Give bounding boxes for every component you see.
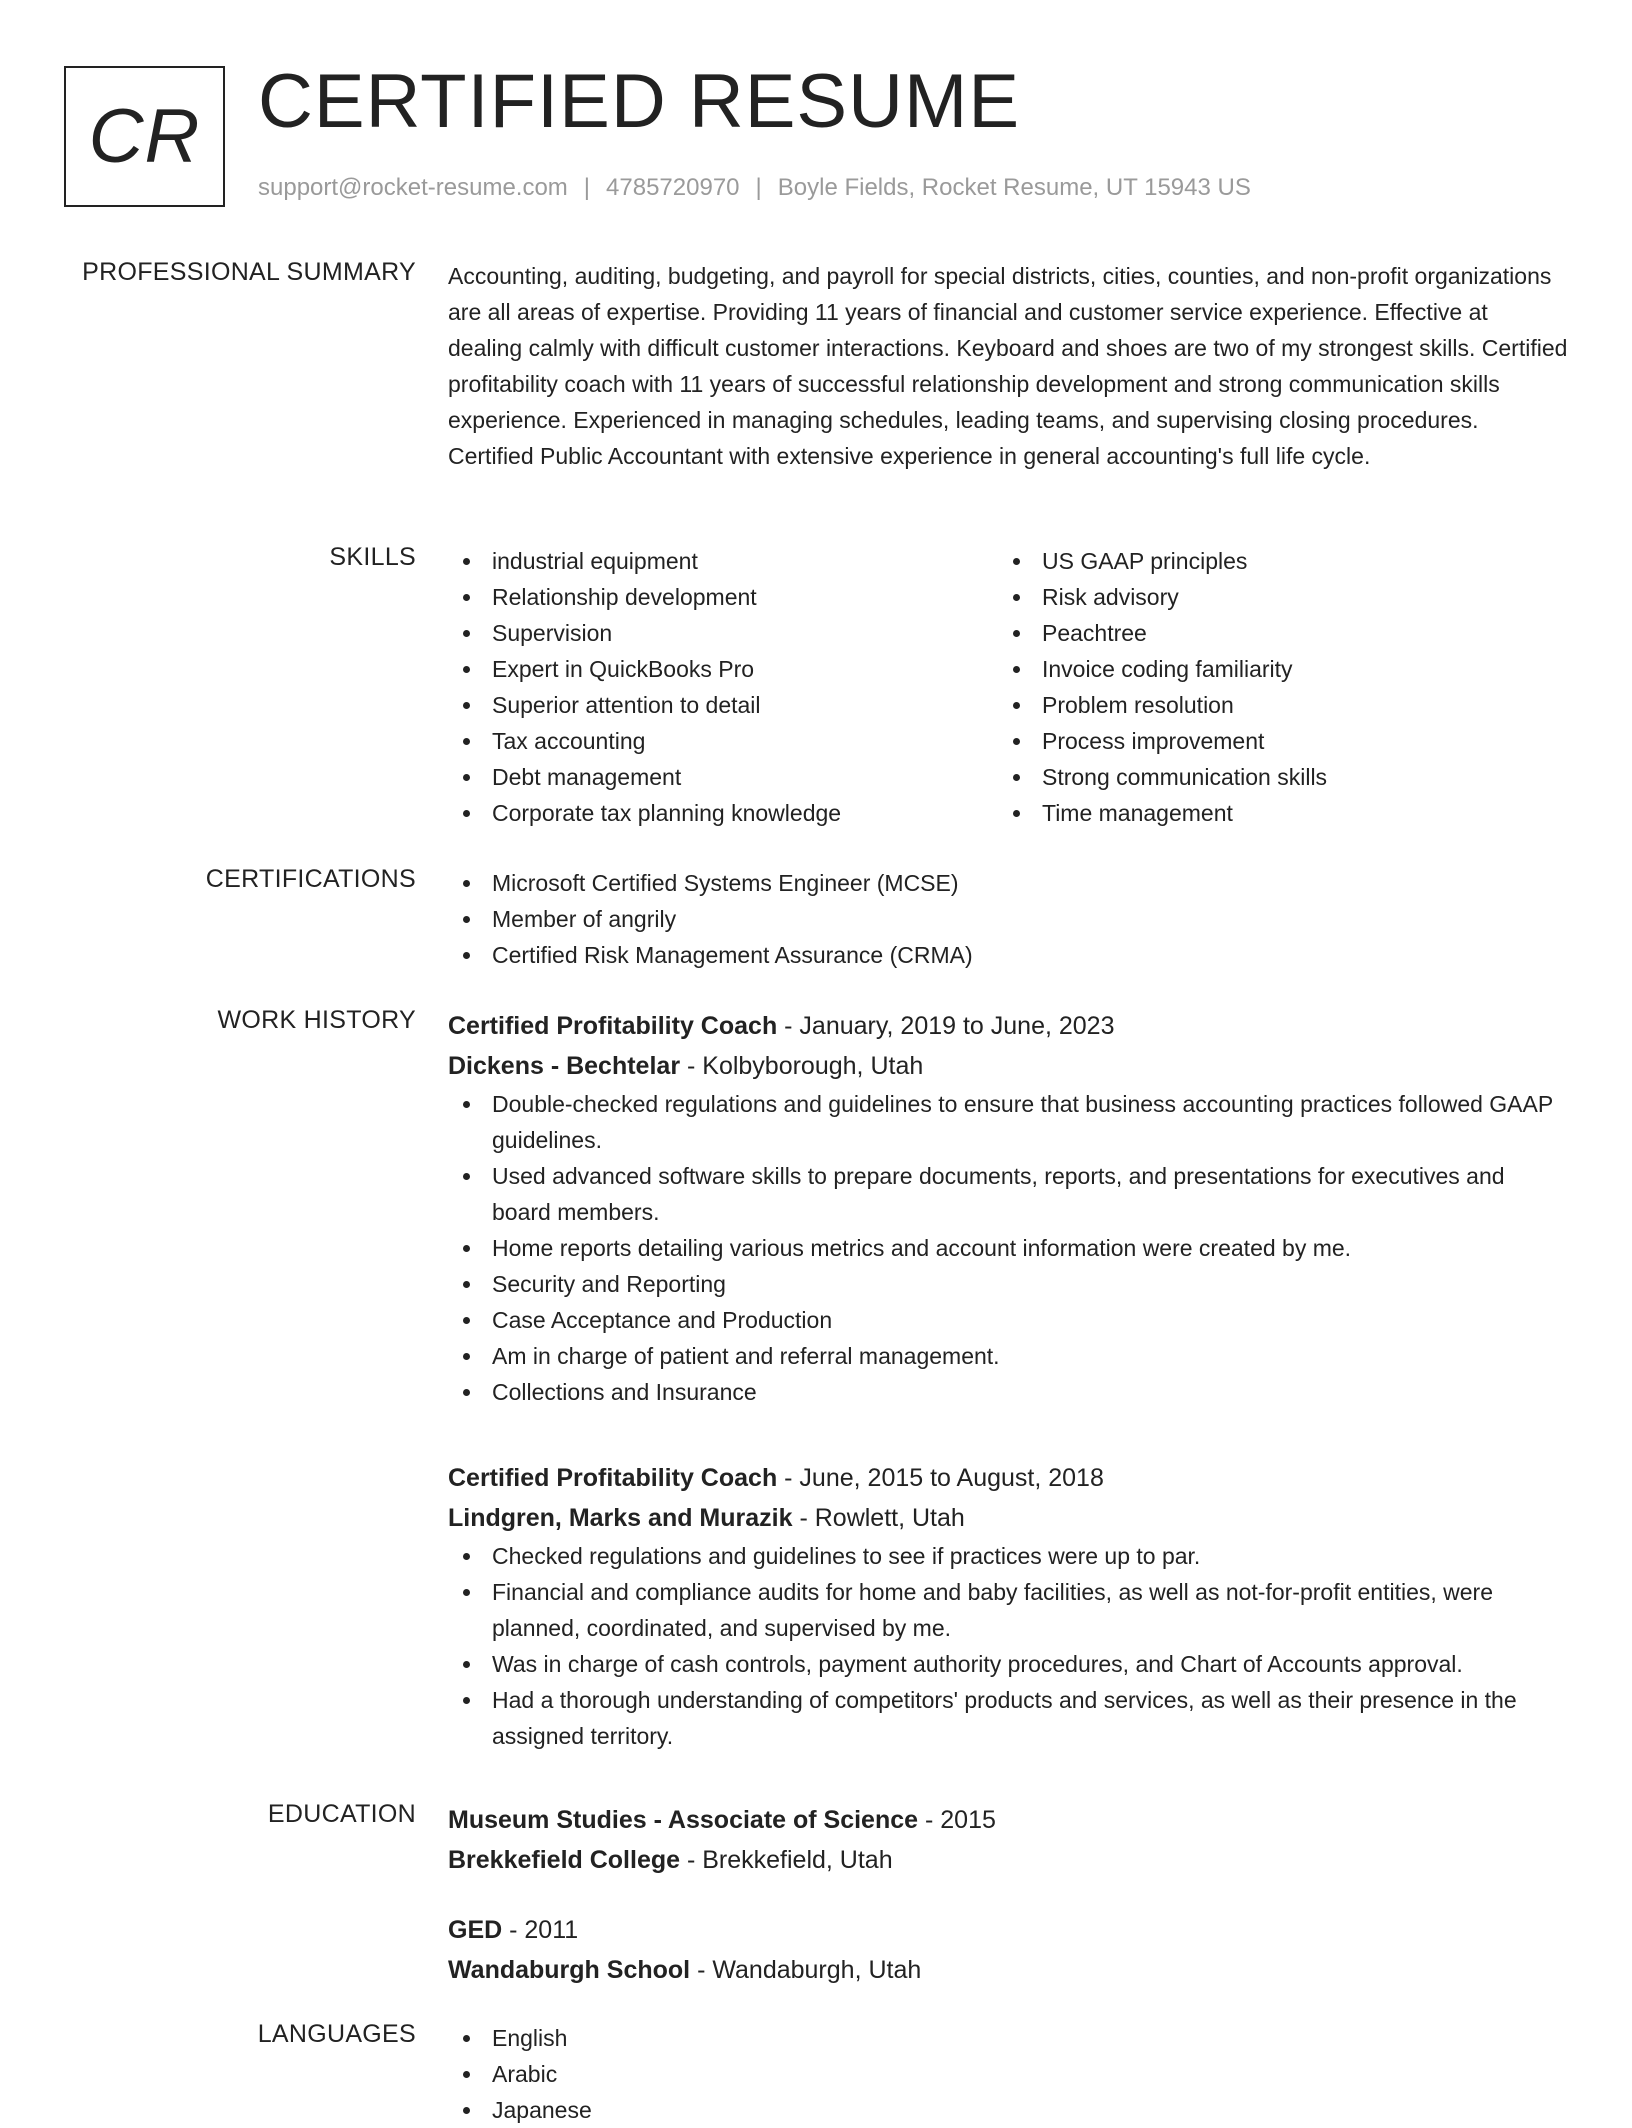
- skills-columns: [448, 543, 1568, 831]
- job-duty-item: Double-checked regulations and guidelines to ensure that business accounting practices followed GAAP guidelines.: [448, 1086, 1568, 1158]
- education-degree-line: [448, 1800, 1568, 1840]
- certifications-list: [448, 865, 1568, 973]
- work-history-heading: WORK HISTORY: [217, 1006, 416, 1034]
- job-entry: [448, 1458, 1568, 1754]
- job-duty-item: Home reports detailing various metrics and account information were created by me.: [448, 1230, 1568, 1266]
- resume-title: CERTIFIED RESUME: [258, 59, 1021, 144]
- education-entry: [448, 1800, 1568, 1880]
- job-title: Certified Profitability Coach: [448, 1464, 778, 1492]
- job-title-line: [448, 1458, 1568, 1498]
- skill-item: Superior attention to detail: [448, 687, 998, 723]
- languages-heading: LANGUAGES: [257, 2020, 416, 2048]
- language-item: Japanese: [448, 2092, 1568, 2128]
- job-location: - Rowlett, Utah: [792, 1504, 965, 1532]
- education-location: - Wandaburgh, Utah: [690, 1956, 922, 1984]
- skill-item: Corporate tax planning knowledge: [448, 795, 998, 831]
- skill-item: industrial equipment: [448, 543, 998, 579]
- education-body: [448, 1800, 1568, 1880]
- contact-line: [258, 174, 1251, 202]
- skills-body: [448, 543, 1568, 831]
- job-duty-item: Am in charge of patient and referral management.: [448, 1338, 1568, 1374]
- skill-item: Problem resolution: [998, 687, 1548, 723]
- skills-heading: SKILLS: [329, 543, 416, 571]
- skill-item: US GAAP principles: [998, 543, 1548, 579]
- contact-phone: 4785720970: [606, 174, 740, 201]
- education-school: Wandaburgh School: [448, 1956, 691, 1984]
- education-heading: EDUCATION: [267, 1800, 416, 1828]
- skill-item: Relationship development: [448, 579, 998, 615]
- certifications-body: [448, 865, 1568, 973]
- skill-item: Time management: [998, 795, 1548, 831]
- job-duties-list: [448, 1086, 1568, 1410]
- summary-heading: PROFESSIONAL SUMMARY: [82, 258, 416, 286]
- job-entry: [448, 1006, 1568, 1410]
- certifications-heading: CERTIFICATIONS: [205, 865, 416, 893]
- job-title-line: [448, 1006, 1568, 1046]
- education-degree: GED: [448, 1916, 503, 1944]
- contact-email: support@rocket-resume.com: [258, 174, 568, 201]
- skill-item: Strong communication skills: [998, 759, 1548, 795]
- skill-item: Invoice coding familiarity: [998, 651, 1548, 687]
- job-duty-item: Case Acceptance and Production: [448, 1302, 1568, 1338]
- job-company-line: [448, 1046, 1568, 1086]
- skill-item: Tax accounting: [448, 723, 998, 759]
- job-location: - Kolbyborough, Utah: [680, 1052, 924, 1080]
- job-duty-item: Was in charge of cash controls, payment authority procedures, and Chart of Accounts approval.: [448, 1646, 1568, 1682]
- skill-item: Risk advisory: [998, 579, 1548, 615]
- education-school-line: [448, 1950, 1568, 1990]
- summary-body: [448, 258, 1568, 474]
- job-duty-item: Checked regulations and guidelines to see if practices were up to par.: [448, 1538, 1568, 1574]
- education-body: [448, 1910, 1568, 1990]
- education-location: - Brekkefield, Utah: [680, 1846, 893, 1874]
- job-duty-item: Collections and Insurance: [448, 1374, 1568, 1410]
- certification-item: Microsoft Certified Systems Engineer (MCSE): [448, 865, 1568, 901]
- job-title: Certified Profitability Coach: [448, 1012, 778, 1040]
- job-dates: - January, 2019 to June, 2023: [777, 1012, 1115, 1040]
- education-year: - 2015: [918, 1806, 996, 1834]
- monogram-text: CR: [88, 94, 201, 179]
- education-degree-line: [448, 1910, 1568, 1950]
- monogram-logo: [64, 66, 225, 207]
- language-item: Arabic: [448, 2056, 1568, 2092]
- education-year: - 2011: [502, 1916, 579, 1944]
- work-history-body: [448, 1006, 1568, 1410]
- job-company: Lindgren, Marks and Murazik: [448, 1504, 793, 1532]
- skill-item: Expert in QuickBooks Pro: [448, 651, 998, 687]
- certification-item: Member of angrily: [448, 901, 1568, 937]
- job-duty-item: Used advanced software skills to prepare documents, reports, and presentations for executives and board members.: [448, 1158, 1568, 1230]
- skills-list-right: [998, 543, 1548, 831]
- job-duties-list: [448, 1538, 1568, 1754]
- language-item: English: [448, 2020, 1568, 2056]
- certification-item: Certified Risk Management Assurance (CRMA): [448, 937, 1568, 973]
- skill-item: Peachtree: [998, 615, 1548, 651]
- education-degree: Museum Studies - Associate of Science: [448, 1806, 919, 1834]
- education-school-line: [448, 1840, 1568, 1880]
- skill-item: Debt management: [448, 759, 998, 795]
- skill-item: Supervision: [448, 615, 998, 651]
- contact-separator: |: [755, 174, 762, 201]
- job-duty-item: Security and Reporting: [448, 1266, 1568, 1302]
- job-dates: - June, 2015 to August, 2018: [777, 1464, 1104, 1492]
- work-history-body: [448, 1458, 1568, 1754]
- job-duty-item: Financial and compliance audits for home and baby facilities, as well as not-for-profit entities, were planned, coordinated, and supervised by me.: [448, 1574, 1568, 1646]
- skills-list-left: [448, 543, 998, 831]
- education-school: Brekkefield College: [448, 1846, 681, 1874]
- skill-item: Process improvement: [998, 723, 1548, 759]
- job-company-line: [448, 1498, 1568, 1538]
- summary-text: Accounting, auditing, budgeting, and payroll for special districts, cities, counties, and non-profit organizations are all areas of expertise. Providing 11 years of financial and customer service experience. Effective at dealing calmly with difficult customer interactions. Keyboard and shoes are two of my strongest skills. Certified profitability coach with 11 years of successful relationship development and strong communication skills experience. Experienced in managing schedules, leading teams, and supervising closing procedures. Certified Public Accountant with extensive experience in general accounting's full life cycle.: [448, 263, 1568, 469]
- contact-address: Boyle Fields, Rocket Resume, UT 15943 US: [777, 174, 1251, 201]
- job-company: Dickens - Bechtelar: [448, 1052, 681, 1080]
- contact-separator: |: [583, 174, 591, 201]
- job-duty-item: Had a thorough understanding of competitors' products and services, as well as their presence in the assigned territory.: [448, 1682, 1568, 1754]
- education-entry: [448, 1910, 1568, 1990]
